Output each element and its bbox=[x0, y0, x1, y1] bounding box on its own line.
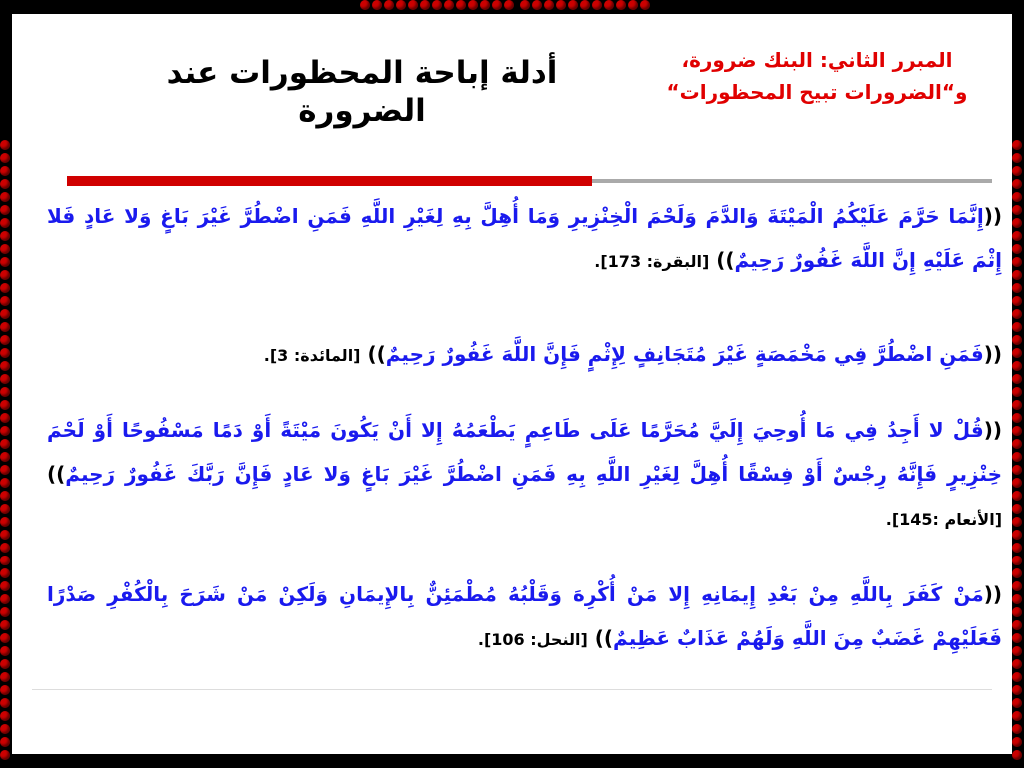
decor-dot bbox=[0, 413, 10, 423]
decor-dot bbox=[1012, 192, 1022, 202]
decor-dot bbox=[1012, 205, 1022, 215]
decor-dot bbox=[1012, 335, 1022, 345]
decor-dot bbox=[1012, 361, 1022, 371]
decor-dot bbox=[0, 711, 10, 721]
decor-dot bbox=[0, 283, 10, 293]
bottom-rule bbox=[32, 689, 992, 690]
decor-dot bbox=[1012, 465, 1022, 475]
verse-anam bbox=[47, 408, 1002, 542]
decor-dot bbox=[0, 322, 10, 332]
decor-dot bbox=[0, 530, 10, 540]
verse-baqarah bbox=[47, 194, 1002, 284]
decor-dot bbox=[0, 452, 10, 462]
decor-dot bbox=[0, 685, 10, 695]
decor-dot bbox=[1012, 231, 1022, 241]
verse-close: )) bbox=[716, 248, 735, 272]
decor-dot bbox=[1012, 413, 1022, 423]
verse-reference: [النحل: 106]. bbox=[477, 630, 588, 649]
decor-dot bbox=[1012, 737, 1022, 747]
accent-bar bbox=[67, 176, 592, 186]
verse-text: قُلْ لا أَجِدُ فِي مَا أُوحِيَ إِلَيَّ مُحَرَّمًا عَلَى طَاعِمٍ يَطْعَمُهُ إِلا أَنْ يَكُونَ مَيْتَةً أَوْ دَمًا مَسْفُوحًا أَوْ لَحْمَ خِنْزِيرٍ فَإِنَّهُ رِجْسٌ أَوْ فِسْقًا أُهِلَّ لِغَيْرِ اللَّهِ بِهِ فَمَنِ اضْطُرَّ غَيْرَ بَاغٍ وَلا عَادٍ فَإِنَّ رَبَّكَ غَفُورٌ رَحِيمٌ bbox=[47, 418, 1002, 486]
decor-dot bbox=[1012, 543, 1022, 553]
decor-dot bbox=[1012, 452, 1022, 462]
decor-dot bbox=[1012, 698, 1022, 708]
decor-dot bbox=[0, 491, 10, 501]
decor-dot bbox=[0, 659, 10, 669]
divider-line bbox=[592, 179, 992, 183]
decor-dot bbox=[1012, 568, 1022, 578]
decor-dot bbox=[1012, 750, 1022, 760]
side-dots-left bbox=[0, 140, 12, 760]
decor-dot bbox=[0, 737, 10, 747]
decor-dot bbox=[1012, 166, 1022, 176]
decor-dot bbox=[1012, 140, 1022, 150]
verse-maidah bbox=[47, 332, 1002, 378]
decor-dot bbox=[1012, 153, 1022, 163]
decor-dot bbox=[1012, 283, 1022, 293]
decor-dot bbox=[0, 724, 10, 734]
decor-dot bbox=[1012, 491, 1022, 501]
decor-dot bbox=[0, 478, 10, 488]
decor-dot bbox=[0, 257, 10, 267]
verse-text: فَمَنِ اضْطُرَّ فِي مَخْمَصَةٍ غَيْرَ مُتَجَانِفٍ لِإِثْمٍ فَإِنَّ اللَّهَ غَفُورٌ رَحِيمٌ bbox=[385, 342, 984, 366]
decor-dot bbox=[0, 672, 10, 682]
decor-dot bbox=[0, 465, 10, 475]
decor-dot bbox=[1012, 439, 1022, 449]
decor-dot bbox=[1012, 348, 1022, 358]
decor-dot bbox=[0, 335, 10, 345]
decor-dot bbox=[0, 205, 10, 215]
decor-dot bbox=[0, 426, 10, 436]
decor-dot bbox=[1012, 607, 1022, 617]
decor-dot bbox=[1012, 556, 1022, 566]
top-dots-right bbox=[520, 0, 650, 12]
decor-dot bbox=[1012, 633, 1022, 643]
decor-dot bbox=[0, 387, 10, 397]
decor-dot bbox=[1012, 685, 1022, 695]
decor-dot bbox=[1012, 244, 1022, 254]
slide-title: أدلة إباحة المحظورات عند الضرورة bbox=[166, 55, 558, 129]
decor-dot bbox=[0, 646, 10, 656]
decor-dot bbox=[0, 231, 10, 241]
decor-dot bbox=[0, 439, 10, 449]
verse-reference: [البقرة: 173]. bbox=[594, 252, 710, 271]
decor-dot bbox=[1012, 594, 1022, 604]
verse-open: (( bbox=[983, 582, 1002, 606]
decor-dot bbox=[1012, 620, 1022, 630]
decor-dot bbox=[0, 594, 10, 604]
decor-dot bbox=[1012, 400, 1022, 410]
decor-dot bbox=[0, 620, 10, 630]
verse-close: )) bbox=[367, 342, 386, 366]
decor-dot bbox=[0, 633, 10, 643]
decor-dot bbox=[1012, 309, 1022, 319]
verse-reference: [الأنعام :145]. bbox=[885, 510, 1002, 529]
decor-dot bbox=[1012, 530, 1022, 540]
decor-dot bbox=[0, 400, 10, 410]
decor-dot bbox=[1012, 179, 1022, 189]
decor-dot bbox=[1012, 724, 1022, 734]
decor-dot bbox=[0, 517, 10, 527]
decor-dot bbox=[0, 270, 10, 280]
side-dots-right bbox=[1012, 140, 1024, 760]
decor-dot bbox=[1012, 478, 1022, 488]
verse-reference: [المائدة: 3]. bbox=[263, 346, 361, 365]
decor-dot bbox=[0, 374, 10, 384]
verse-nahl bbox=[47, 572, 1002, 662]
decor-dot bbox=[1012, 270, 1022, 280]
decor-dot bbox=[1012, 517, 1022, 527]
decor-dot bbox=[1012, 387, 1022, 397]
decor-dot bbox=[1012, 711, 1022, 721]
decor-dot bbox=[0, 348, 10, 358]
decor-dot bbox=[1012, 374, 1022, 384]
verse-text: إِنَّمَا حَرَّمَ عَلَيْكُمُ الْمَيْتَةَ وَالدَّمَ وَلَحْمَ الْخِنْزِيرِ وَمَا أُهِلَّ بِهِ لِغَيْرِ اللَّهِ فَمَنِ اضْطُرَّ غَيْرَ بَاغٍ وَلا عَادٍ فَلا إِثْمَ عَلَيْهِ إِنَّ اللَّهَ غَفُورٌ رَحِيمٌ bbox=[47, 204, 1002, 272]
decor-dot bbox=[0, 309, 10, 319]
decor-dot bbox=[0, 140, 10, 150]
decor-dot bbox=[0, 698, 10, 708]
decor-dot bbox=[1012, 322, 1022, 332]
decor-dot bbox=[1012, 296, 1022, 306]
decor-dot bbox=[1012, 218, 1022, 228]
decor-dot bbox=[0, 568, 10, 578]
decor-dot bbox=[0, 296, 10, 306]
slide bbox=[12, 14, 1012, 754]
decor-dot bbox=[1012, 257, 1022, 267]
verse-close: )) bbox=[594, 626, 614, 650]
decor-dot bbox=[0, 504, 10, 514]
decor-dot bbox=[0, 153, 10, 163]
decor-dot bbox=[1012, 659, 1022, 669]
decor-dot bbox=[1012, 426, 1022, 436]
decor-dot bbox=[0, 166, 10, 176]
verse-close: )) bbox=[47, 462, 66, 486]
decor-dot bbox=[0, 543, 10, 553]
decor-dot bbox=[0, 192, 10, 202]
slide-subtitle: المبرر الثاني: البنك ضرورة، و“الضرورات تبيح المحظورات“ bbox=[666, 48, 968, 104]
decor-dot bbox=[1012, 646, 1022, 656]
decor-dot bbox=[0, 607, 10, 617]
verse-open: (( bbox=[983, 342, 1002, 366]
verse-open: (( bbox=[983, 204, 1002, 228]
decor-dot bbox=[0, 581, 10, 591]
verse-text: مَنْ كَفَرَ بِاللَّهِ مِنْ بَعْدِ إِيمَانِهِ إِلا مَنْ أُكْرِهَ وَقَلْبُهُ مُطْمَئِنٌّ بِالإِيمَانِ وَلَكِنْ مَنْ شَرَحَ بِالْكُفْرِ صَدْرًا فَعَلَيْهِمْ غَضَبٌ مِنَ اللَّهِ وَلَهُمْ عَذَابٌ عَظِيمٌ bbox=[47, 582, 1002, 650]
decor-dot bbox=[0, 218, 10, 228]
decor-dot bbox=[0, 361, 10, 371]
top-dots-left bbox=[360, 0, 514, 12]
decor-dot bbox=[0, 750, 10, 760]
decor-dot bbox=[0, 179, 10, 189]
decor-dot bbox=[1012, 504, 1022, 514]
verse-open: (( bbox=[983, 418, 1002, 442]
decor-dot bbox=[1012, 672, 1022, 682]
decor-dot bbox=[0, 244, 10, 254]
decor-dot bbox=[1012, 581, 1022, 591]
decor-dot bbox=[0, 556, 10, 566]
